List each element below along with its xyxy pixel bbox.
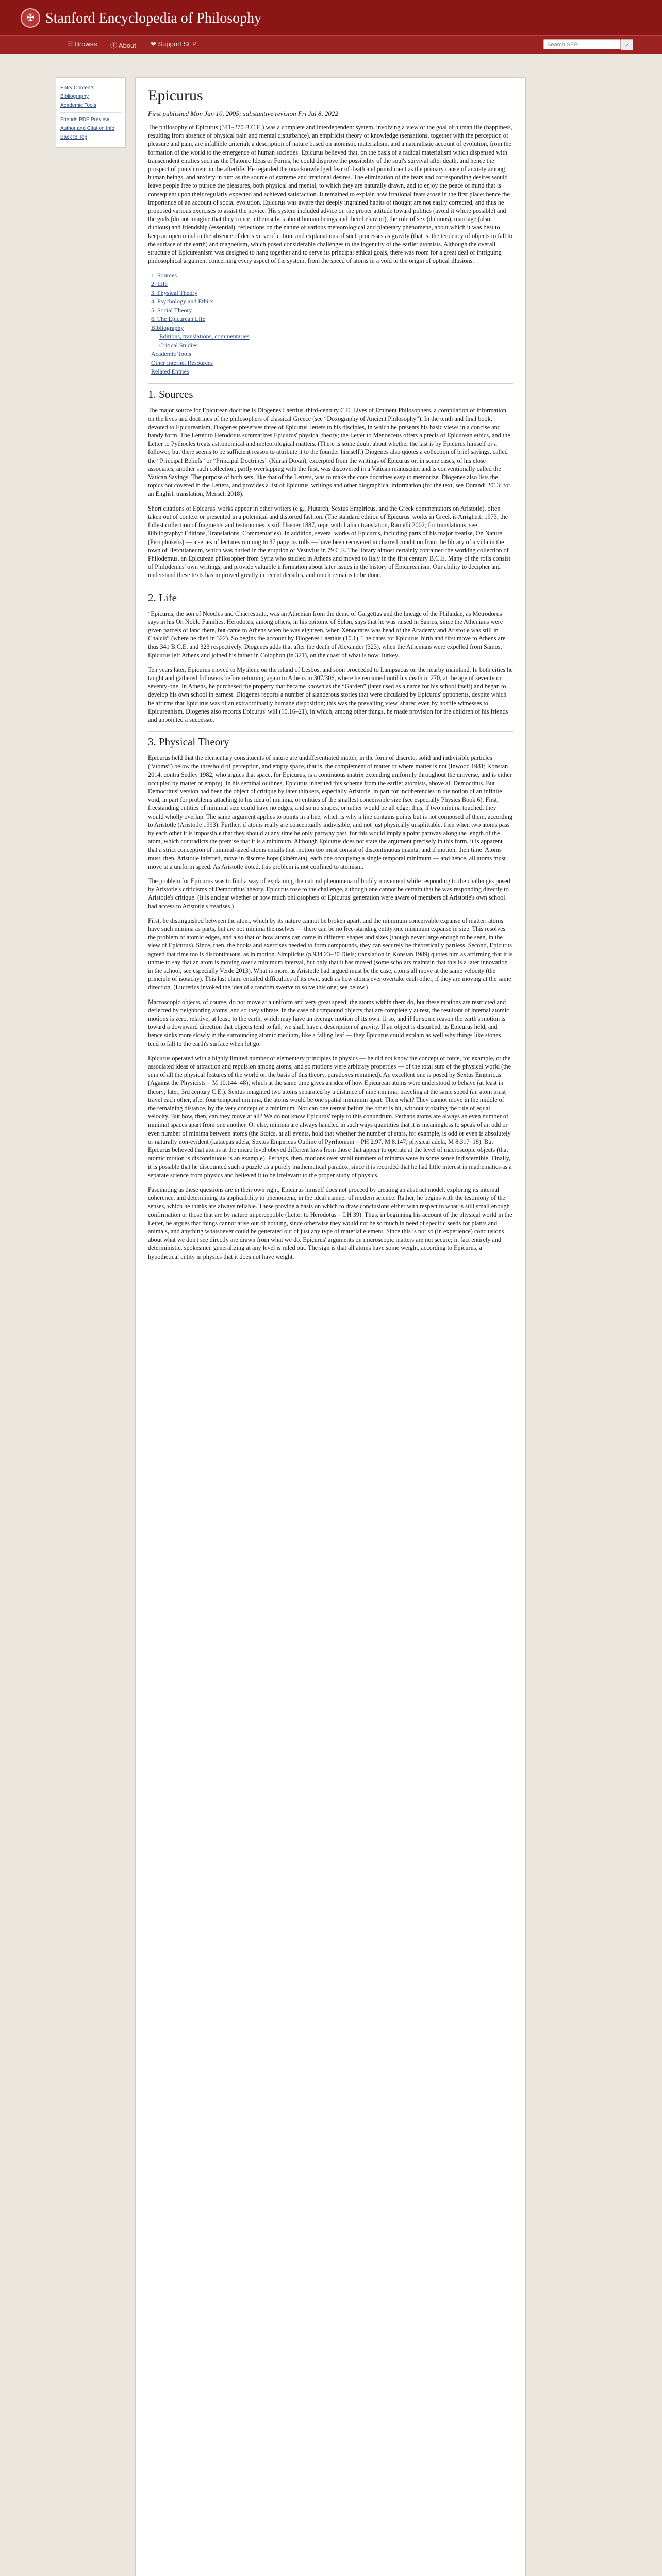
sidebar-divider bbox=[60, 112, 121, 113]
section-heading: 3. Physical Theory bbox=[148, 731, 513, 749]
section-paragraph: Ten years later, Epicurus moved to Mytilene on the island of Lesbos, and soon proceeded to Lampsacus on the nearby mainland. In both cities he taught and gathered followers before returning again to Athens in 307/306, where he remained until his death in 270, at the age of seventy or seventy-one. In Athens, he purchased the property that became known as the “Garden” (later used as a name for his school itself) and began to develop his own school in earnest. Diogenes reports a number of slanderous stories that were circulated by Epicurus' opponents, despite which he affirms that Epicurus was of an extraordinarily humane disposition; this was the prevailing view, shared even by hostile witnesses to Epicureanism. Diogenes also records Epicurus' will (10.16–21), in which, among other things, he made provision for the children of his friends and appointed a successor. bbox=[148, 666, 513, 723]
publication-info: First published Mon Jan 10, 2005; substantive revision Fri Jul 8, 2022 bbox=[148, 110, 338, 117]
entry-content bbox=[135, 77, 526, 2576]
section-paragraph: “Epicurus, the son of Neocles and Chaerestrata, was an Athenian from the deme of Gargettus and the lineage of the Philaidae, as Metrodorus says in his On Noble Families. Herodotus, among others, in his epitome of Solon, says that he was raised in Samos, since the Athenians were given parcels of land there, but came to Athens when he was eighteen, when Xenocrates was head of the Academy and Aristotle was still in Chalcis” (where he died in 322). So begins the account by Diogenes Laertius (10.1). The dates for Epicurus' birth and first move to Athens are thus 341 B.C.E. and 323 respectively. Diogenes adds that after the death of Alexander (323), when the Athenians were expelled from Samos, Epicurus left Athens and joined his father in Colophon (in 321), on the coast of what is now Turkey. bbox=[148, 609, 506, 659]
entry-intro: The philosophy of Epicurus (341–270 B.C.E.) was a complete and interdependent system, involving a view of the goal of human life (happiness, resulting from absence of physical pain and mental disturbance), an empiricist theory of knowledge (sensations, together with the perception of pleasure and pain, are infallible criteria), a description of nature based on atomistic materialism, and a naturalistic account of evolution, from the formation of the world to the emergence of human societies. Epicurus believed that, on the basis of a radical materialism which dispensed with transcendent entities such as the Platonic Ideas or Forms, he could disprove the possibility of the soul's survival after death, and hence the prospect of punishment in the afterlife. He regarded the unacknowledged fear of death and punishment as the primary cause of anxiety among human beings, and anxiety in turn as the source of extreme and irrational desires. The elimination of the fears and corresponding desires would leave people free to pursue the pleasures, both physical and mental, to which they are naturally drawn, and to enjoy the peace of mind that is consequent upon their regularly expected and achieved satisfaction. It remained to explain how irrational fears arose in the first place: hence the importance of an account of social evolution. Epicurus was aware that deeply ingrained habits of thought are not easily corrected, and thus he proposed various exercises to assist the novice. His system included advice on the proper attitude toward politics (avoid it where possible) and the gods (do not imagine that they concern themselves about human beings and their behavior), the role of sex (dubious), marriage (also dubious) and friendship (essential), reflections on the nature of various meteorological and planetary phenomena, about which it was best to keep an open mind in the absence of decisive verification, and explanations of such processes as gravity (that is, the tendency of objects to fall to the surface of the earth) and magnetism, which posed considerable challenges to the ingenuity of the earlier atomists. Although the overall structure of Epicureanism was designed to hang together and to serve its principal ethical goals, there was room for a great deal of intriguing philosophical argument concerning every aspect of the system, from the speed of atoms in a void to the origin of optical illusions. bbox=[148, 124, 512, 265]
nav-bar bbox=[0, 35, 662, 54]
toc-link[interactable]: Academic Tools bbox=[151, 350, 191, 358]
section-heading: 2. Life bbox=[148, 587, 513, 604]
sidebar-academic-tools[interactable]: Academic Tools bbox=[60, 103, 96, 108]
toc-link[interactable]: 1. Sources bbox=[151, 272, 177, 279]
toc-link[interactable]: 3. Physical Theory bbox=[151, 289, 198, 297]
toc-link[interactable]: Critical Studies bbox=[159, 342, 198, 349]
section-paragraph: First, he distinguished between the atom, which by its nature cannot be broken apart, and the minimum conceivable expanse of matter: atoms have such minima as parts, but are not minima themselves — there can be no free-standing entity one minimum expanse in size. This resolves the problem of atomic edges, and also that of how atoms can come in different shapes and sizes (though never large enough to be seen, in the view of Epicurus). Since, then, the books and exercises needed to form compounds, they can securely be theoretically partless. Second, Epicurus agreed that time too is discontinuous, as in motion. Simplicius (p.934.23–30 Diels; translation in Konstan 1989) quotes him as affirming that it is untrue to say that an atom is moving over a minimum interval, but only that it has moved (some scholars maintain that this is a later innovation in the school; see especially Verde 2013). What is more, as Aristotle had argued must be the case, atoms all move at the same velocity (the principle of isotachy). This last claim entailed difficulties of its own, such as how atoms ever overtake each other, if they are moving at the same direction. (Lucretius invoked the idea of a random swerve to solve this one; see below.) bbox=[148, 917, 513, 991]
toc-link[interactable]: 2. Life bbox=[151, 280, 168, 288]
site-title[interactable]: Stanford Encyclopedia of Philosophy bbox=[45, 10, 262, 26]
section-paragraph: The major source for Epicurean doctrine is Diogenes Laertius' third-century C.E. Lives of Eminent Philosophers, a compilation of information on the lives and doctrines of the philosophers of classical Greece (see “Doxography of Ancient Philosophy”). In the tenth and final book, devoted to Epicureanism, Diogenes preserves three of Epicurus' letters to his disciples, in which he presents his basic views in a concise and handy form. The Letter to Herodotus summarizes Epicurus' physical theory; the Letter to Menoeceus offers a précis of Epicurean ethics, and the Letter to Pythocles treats astronomical and meteorological matters. (There is some doubt about whether the last is by Epicurus himself or a follower, but there seems to be sufficient reason to attribute it to the founder himself.) Diogenes also quotes a collection of brief sayings, called the “Principal Beliefs” or “Principal Doctrines” (Kuriai Doxai), excerpted from the writings of Epicurus or, in some cases, of his close associates, another such collection, partly overlapping with the first, was discovered in a Vatican manuscript and is conventionally called the Vatican Sayings. The purpose of both sets, like that of the Letters, was to make the core doctrines easy to memorize. Diogenes also lists the topics not covered in the Letters, and provides a list of Epicurus' writings and other biographical information (for the text, see Dorandi 2013; for an English translation, Mensch 2018). bbox=[148, 406, 511, 498]
table-of-contents bbox=[151, 271, 513, 376]
sidebar-pdf-preview[interactable]: Friends PDF Preview bbox=[60, 117, 109, 123]
section-paragraph: The problem for Epicurus was to find a way of explaining the natural phenomena of bodily movement while responding to the challenges posed by Aristotle's criticisms of Democritus' theory. Epicurus rose to the challenge, although one cannot be certain that he was responding directly to Aristotle's critique. (It is unclear whether or how much philosophers of Epicurus' generation were aware of members of Aristotle's own school had access to Aristotle's treatises.) bbox=[148, 877, 510, 910]
toc-link[interactable]: 4. Psychology and Ethics bbox=[151, 298, 214, 306]
toc-link[interactable]: Bibliography bbox=[151, 324, 184, 332]
sidebar-bibliography[interactable]: Bibliography bbox=[60, 94, 89, 99]
sidebar-back-to-top[interactable]: Back to Top bbox=[60, 134, 88, 140]
search-input[interactable]: Search SEP bbox=[543, 39, 621, 49]
nav-browse[interactable]: ☰ Browse bbox=[67, 40, 97, 48]
nav-about[interactable]: ⓘ About bbox=[110, 42, 136, 49]
section-heading: 1. Sources bbox=[148, 383, 513, 401]
entry-sidebar bbox=[56, 77, 126, 148]
search-icon[interactable]: ⌕ bbox=[621, 39, 633, 50]
toc-link[interactable]: 5. Social Theory bbox=[151, 307, 192, 314]
toc-link[interactable]: Other Internet Resources bbox=[151, 359, 213, 367]
sidebar-entry-contents[interactable]: Entry Contents bbox=[60, 85, 95, 91]
section-paragraph: Short citations of Epicurus' works appear in other writers (e.g., Plutarch, Sextus Empiricus, and the Greek commentators on Aristotle), often taken out of context or presented in a polemical and distorted fashion. (The standard edition of Epicurus' works in Greek is Arrighetti 1973; the fullest collection of fragments and testimonies is still Usener 1887, repr. with Italian translation, Ramelli 2002; for translations, see Bibliography: Editions, Translations, Commentaries). In addition, several works of Epicurus, including parts of his major treatise, On Nature (Peri phuseôs) — a series of lectures running to 37 papyrus rolls — have been recovered in charred condition from the library of a villa in the town of Herculaneum, which was buried in the eruption of Vesuvius in 79 C.E. The library almost certainly contained the working collection of Philodemus, an Epicurean philosopher from Syria who studied in Athens and moved to Italy in the first century B.C.E. Many of the rolls consist of Philodemus' own writings, and provide valuable information about later issues in the history of Epicureanism. Our ability to decipher and understand these texts has improved greatly in recent decades, and much remains to be done. bbox=[148, 504, 511, 579]
nav-support[interactable]: ❤ Support SEP bbox=[151, 40, 197, 48]
toc-link[interactable]: Related Entries bbox=[151, 368, 189, 376]
section-paragraph: Fascinating as these questions are in their own right, Epicurus himself does not proceed by creating an abstract model, exploring its internal coherence, and determining its applicability to phenomena, in the ideal manner of modern science. Rather, he begins with the testimony of the senses, which he thinks are always reliable. These provide a basis on which to draw conclusions either with respect to what is still small enough confirmation or those that are by nature imperceptible (Letter to Herodotus = LH 39). Thus, in beginning his account of the physical world in the Letter, he argues that things cannot arise out of nothing, since otherwise they would not be so much in need of specific seeds for plants and animals, and anything whatsoever could be generated out of just any type of material element. Since this is not so (in experience) conclusions about what we don't see directly are drawn from what we do. Epicurus' arguments on microscopic matters are not secure; in fact entirely and deterministic, spokesmen generalizing at any level is ruled out. The sign is that all atoms have some weight, according to Epicurus, a hypothetical entity in physics that it does not have weight. bbox=[148, 1185, 512, 1260]
site-banner bbox=[0, 0, 662, 35]
sidebar-author-citation[interactable]: Author and Citation Info bbox=[60, 126, 115, 131]
entry-title: Epicurus bbox=[148, 87, 203, 104]
section-paragraph: Epicurus held that the elementary constituents of nature are undifferentiated matter, in the form of discrete, solid and indivisible particles (“atoms”) below the threshold of perception, and empty space, that is, the complement of matter or where matter is not (Inwood 1981; Konstan 2014, contra Sedley 1982, who argues that space, for Epicurus, is a continuous matrix extending uniformly throughout the universe, and is either occupied by matter or empty). In his seminal outlines, Epicurus inherited this scheme from the earlier atomists, above all Democritus. But Democritus' version had been the object of critique by later thinkers, especially Aristotle, in part for incoherencies in the notion of an infinite void, in part for problems attaching to his idea of minima, or entities of the smallest conceivable size (see especially Physics Book 6). First, freestanding entities of minimal size could have no edges, and so no shapes, or rather would be all edge; thus, if two minima touched, they would wholly overlap. The same argument applies to points in a line, which is why a line contains points but is not composed of them, according to Aristotle (Aristotle 1993). Further, if atoms really are conceptually indivisible, and not just physically unsplittable, then when two atoms pass by each other it is impossible that they should at any time be only partway past, for this would imply a point partway along the length of the atom, which contradicts the premise that it is a minimum. Although Epicurus does not state the argument precisely in this form, it is apparent that a strict conception of minimal-sized atoms entails that motion too must consist of discontinuous quanta, and if motion, then time. Atoms must, then, Aristotle inferred, move in discrete hops (kinêmata), each one occupying a single temporal minimum — and hence, all atoms must move at a uniform speed. As Aristotle noted, this problem is not confined to atomism. bbox=[148, 754, 512, 870]
section-paragraph: Macroscopic objects, of course, do not move at a uniform and very great speed; the atoms within them do, but these motions are restricted and deflected by neighboring atoms, and so they vibrate. In the case of compound objects that are completely at rest, the resultant of internal atomic motions is zero, relative, at least, to the earth, which may have an average motion of its own. If so, and if for some reason the earth's motion is toward a downward direction that objects tend to fall, we shall have a description of gravity. If an object is disturbed, as Epicurus held, and hence sinks more slowly in the surrounding atomic medium, like a falling leaf — they Epicurus could explain as well why things like stones tend to fall to the earth's surface when let go. bbox=[148, 998, 509, 1047]
toc-link[interactable]: Editions, translations, commentaries bbox=[159, 333, 250, 341]
toc-link[interactable]: 6. The Epicurean Life bbox=[151, 315, 206, 323]
sep-seal-logo[interactable]: ✠ bbox=[21, 8, 40, 28]
section-paragraph: Epicurus operated with a highly limited number of elementary principles in physics — he did not know the concept of force, for example, or the associated ideas of attraction and repulsion among atoms, and so motions were arbitrary properties — of the total sum of the physical world (the sum of all the physical features of the world on the basis of this theory, paradoxes remained). An excellent one is posed by Sextus Empiricus (Against the Physicists = M 10.144–48), which at the same time gives an idea of how Epicurean atoms were understood to behave (at least in theory; later, 3rd century C.E.). Sextus imagined two atoms separated by a distance of nine minima, traveling at the same speed (an atom must travel each other, after four temporal minima, the atoms would be one spatial minimum apart. Then what? They cannot move in the middle of the remaining distance, by the very concept of a minimum. Nor can one retreat before the other is hit, without violating the rule of equal velocity. But how, then, can they move at all? We do not know Epicurus' reply to this conundrum. Perhaps atoms are always an even number of minimal spaces apart from one another. Or else, minima are always handled in such ways quantities that it is meaningless to speak of an odd or even number of minima between atoms (the Stoics, at all events, hold that whether the number of stars, for example, is odd or even is absolutely or naturally non-evident (kataepas adela, Sextus Empiricus Outline of Pyrrhonism = PH 2.97, M 8.147; physical adela, M 8.317–18). But Epicurus believed that atoms at the micro level obeyed different laws from those that appear to operate at the level of macroscopic objects (that atomic motion is discontinuous is an example). Perhaps, then, motions over small numbers of minima were in some sense indiscernible. Finally, it is possible that he discounted such a puzzle as a purely mathematical paradox, since it is recorded that he had little interest in mathematics as a separate science from physics and believed it to be irrelevant to the proper study of physics. bbox=[148, 1054, 512, 1179]
